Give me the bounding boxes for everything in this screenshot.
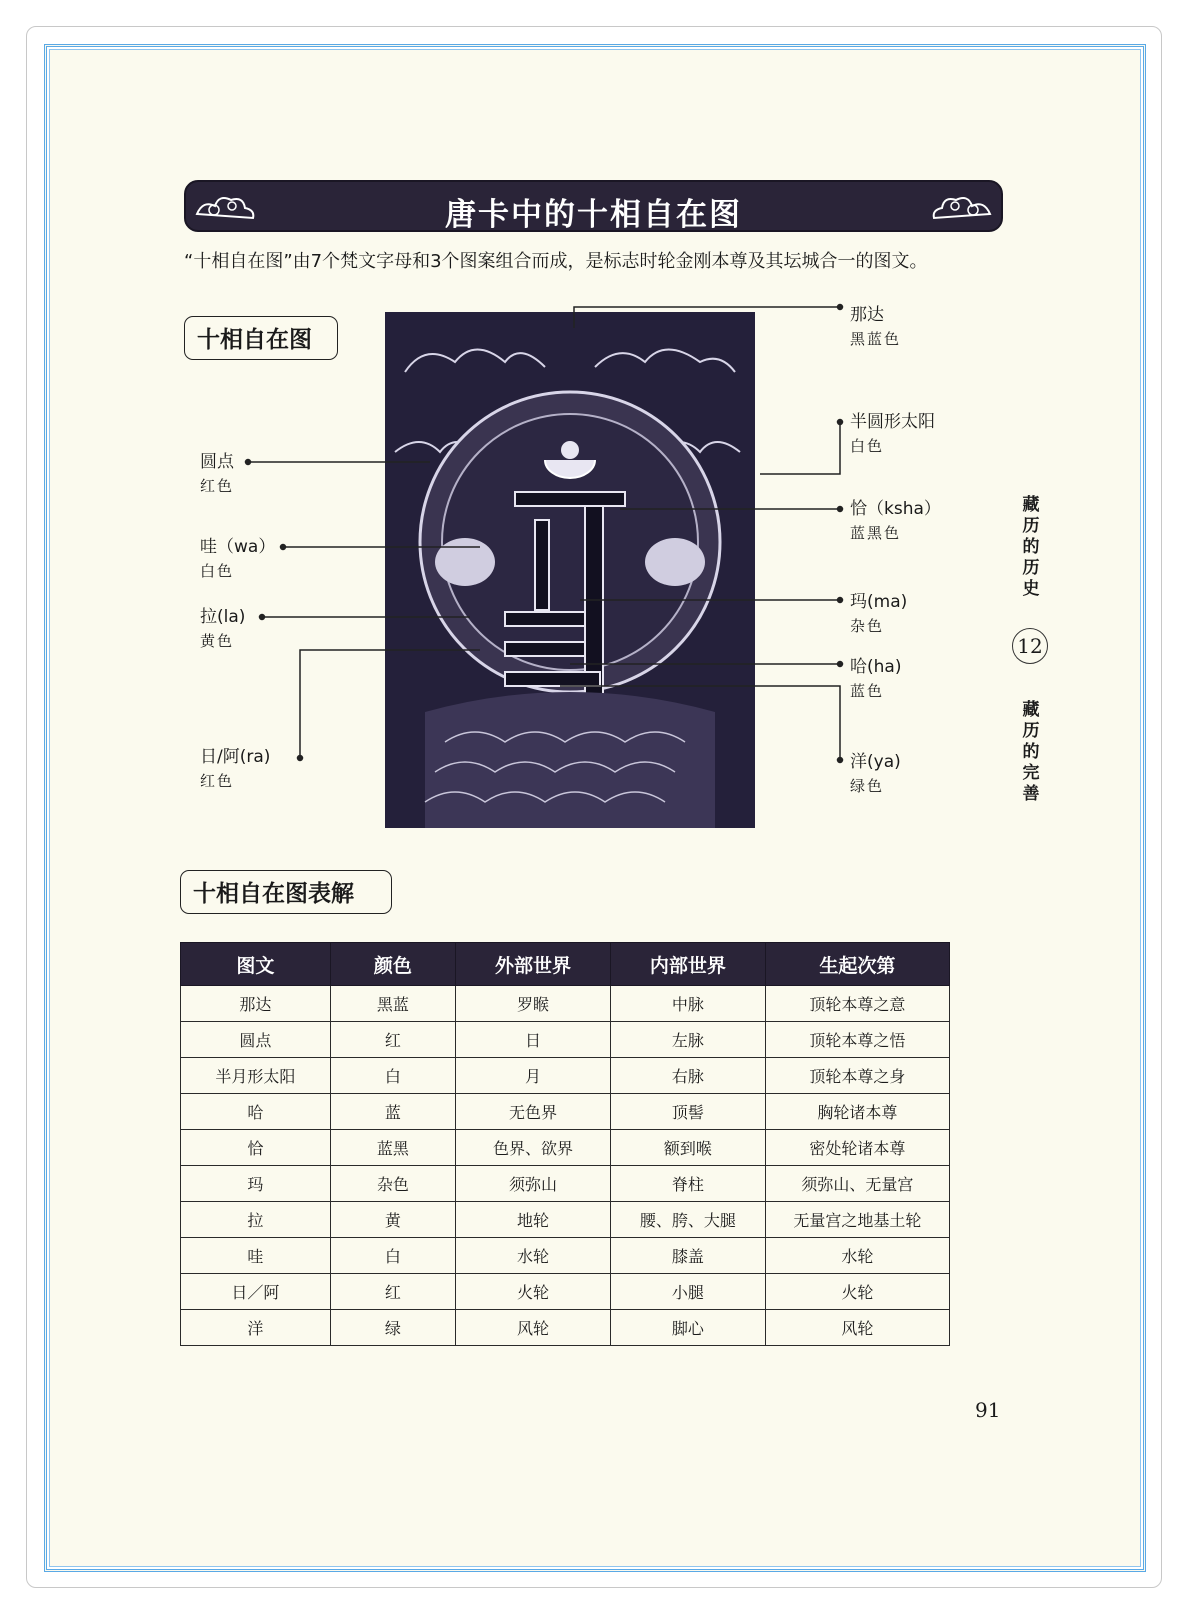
label-ha: [850, 655, 901, 703]
table-cell: 水轮: [456, 1238, 611, 1274]
label-name: 恰（ksha）: [850, 499, 941, 519]
cloud-ornament-icon: [925, 188, 995, 224]
table-cell: 黄: [330, 1202, 455, 1238]
label-ma: [850, 590, 907, 638]
table-row: [181, 1238, 950, 1274]
table-cell: 拉: [181, 1202, 331, 1238]
side-header-bottom: 藏历的完善: [1022, 700, 1040, 804]
label-name: 洋(ya): [850, 752, 901, 772]
chapter-number: 12: [1012, 628, 1048, 664]
label-color: 绿色: [850, 777, 885, 795]
table-cell: 恰: [181, 1130, 331, 1166]
label-ksha: [850, 497, 941, 545]
label-color: 蓝黑色: [850, 524, 902, 542]
label-name: 日/阿(ra): [200, 747, 271, 767]
label-half-sun: [850, 410, 935, 458]
column-header: 生起次第: [765, 943, 949, 986]
table-cell: 额到喉: [610, 1130, 765, 1166]
table-cell: 脚心: [610, 1310, 765, 1346]
column-header: 外部世界: [456, 943, 611, 986]
label-name: 玛(ma): [850, 592, 908, 612]
table-cell: 腰、胯、大腿: [610, 1202, 765, 1238]
page-title: 唐卡中的十相自在图: [445, 197, 742, 233]
label-nada: [850, 303, 901, 351]
table-row: [181, 1274, 950, 1310]
table-cell: 顶髻: [610, 1094, 765, 1130]
section-heading-diagram: 十相自在图: [184, 316, 338, 360]
label-name: 哇（wa）: [200, 537, 276, 557]
table-cell: 蓝黑: [330, 1130, 455, 1166]
table-cell: 日: [456, 1022, 611, 1058]
side-header-top: 藏历的历史: [1022, 495, 1040, 599]
section-heading-table: 十相自在图表解: [180, 870, 392, 914]
table-cell: 脊柱: [610, 1166, 765, 1202]
table-row: [181, 1058, 950, 1094]
table-cell: 胸轮诸本尊: [765, 1094, 949, 1130]
table-cell: 无量宫之地基土轮: [765, 1202, 949, 1238]
table-row: [181, 1166, 950, 1202]
table-row: [181, 986, 950, 1022]
label-yuandian: [200, 450, 234, 498]
table-row: [181, 1022, 950, 1058]
label-name: 半圆形太阳: [850, 412, 935, 432]
table-cell: 洋: [181, 1310, 331, 1346]
label-color: 蓝色: [850, 682, 885, 700]
label-ra: [200, 745, 270, 793]
label-name: 那达: [850, 305, 884, 325]
table-cell: 小腿: [610, 1274, 765, 1310]
table-cell: 须弥山、无量宫: [765, 1166, 949, 1202]
table-cell: 风轮: [765, 1310, 949, 1346]
table-cell: 膝盖: [610, 1238, 765, 1274]
table-cell: 密处轮诸本尊: [765, 1130, 949, 1166]
table-cell: 色界、欲界: [456, 1130, 611, 1166]
table-cell: 右脉: [610, 1058, 765, 1094]
table-row: [181, 1202, 950, 1238]
table-cell: 半月形太阳: [181, 1058, 331, 1094]
label-name: 拉(la): [200, 607, 246, 627]
table-cell: 绿: [330, 1310, 455, 1346]
table-cell: 红: [330, 1022, 455, 1058]
table-row: [181, 1094, 950, 1130]
label-wa: [200, 535, 275, 583]
column-header: 颜色: [330, 943, 455, 986]
label-color: 红色: [200, 772, 235, 790]
table-cell: 玛: [181, 1166, 331, 1202]
thangka-image: [385, 312, 755, 828]
table-cell: 圆点: [181, 1022, 331, 1058]
label-color: 黑蓝色: [850, 330, 902, 348]
table-cell: 罗睺: [456, 986, 611, 1022]
label-color: 黄色: [200, 632, 235, 650]
table-cell: 顶轮本尊之悟: [765, 1022, 949, 1058]
label-name: 圆点: [200, 452, 234, 472]
table-cell: 红: [330, 1274, 455, 1310]
table-cell: 须弥山: [456, 1166, 611, 1202]
table-header-row: [181, 943, 950, 986]
table-cell: 顶轮本尊之身: [765, 1058, 949, 1094]
table-cell: 蓝: [330, 1094, 455, 1130]
table-row: [181, 1130, 950, 1166]
label-color: 白色: [850, 437, 885, 455]
column-header: 图文: [181, 943, 331, 986]
table-cell: 地轮: [456, 1202, 611, 1238]
intro-paragraph: “十相自在图”由7个梵文字母和3个图案组合而成，是标志时轮金刚本尊及其坛城合一的图文。: [184, 251, 928, 272]
table-cell: 火轮: [765, 1274, 949, 1310]
label-ya: [850, 750, 901, 798]
table-cell: 水轮: [765, 1238, 949, 1274]
label-name: 哈(ha): [850, 657, 902, 677]
table-cell: 黑蓝: [330, 986, 455, 1022]
table-cell: 哇: [181, 1238, 331, 1274]
table-cell: 杂色: [330, 1166, 455, 1202]
table-cell: 顶轮本尊之意: [765, 986, 949, 1022]
label-color: 白色: [200, 562, 235, 580]
table-cell: 白: [330, 1058, 455, 1094]
column-header: 内部世界: [610, 943, 765, 986]
title-banner: [184, 180, 1003, 232]
table-cell: 无色界: [456, 1094, 611, 1130]
table-cell: 日／阿: [181, 1274, 331, 1310]
table-cell: 白: [330, 1238, 455, 1274]
table-cell: 哈: [181, 1094, 331, 1130]
label-color: 红色: [200, 477, 235, 495]
table-cell: 中脉: [610, 986, 765, 1022]
table-row: [181, 1310, 950, 1346]
explanation-table: [180, 942, 950, 1346]
page-number: 91: [975, 1398, 1001, 1422]
table-cell: 月: [456, 1058, 611, 1094]
table-cell: 左脉: [610, 1022, 765, 1058]
table-cell: 火轮: [456, 1274, 611, 1310]
table-cell: 那达: [181, 986, 331, 1022]
label-la: [200, 605, 245, 653]
table-cell: 风轮: [456, 1310, 611, 1346]
label-color: 杂色: [850, 617, 885, 635]
